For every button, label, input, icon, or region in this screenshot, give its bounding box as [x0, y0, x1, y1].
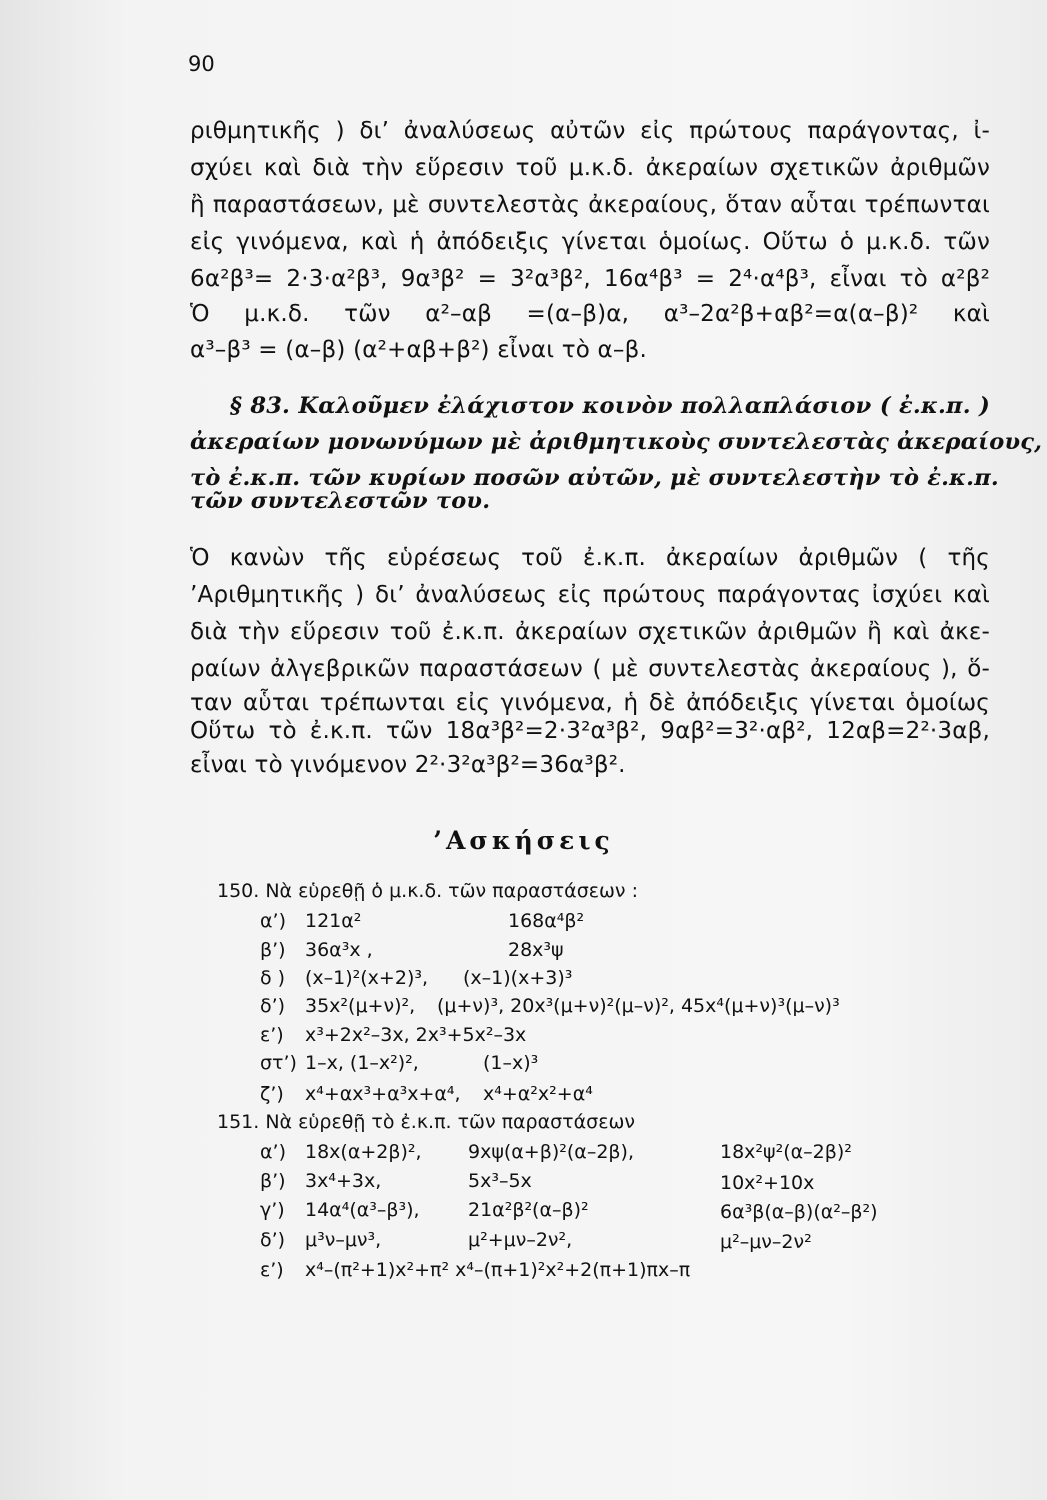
section-83-line: τὸ ἐ.κ.π. τῶν κυρίων ποσῶν αὐτῶν, μὲ συντελεστὴν τὸ ἐ.κ.π. [190, 465, 999, 491]
para2-line: ταν αὗται τρέπωνται εἰς γινόμενα, ἡ δὲ ἀπόδειξις γίνεται ὁμοίως [190, 690, 990, 716]
para1-line: ἢ παραστάσεων, μὲ συντελεστὰς ἀκεραίους, ὅταν αὗται τρέπωνται [190, 192, 990, 218]
para2-line: εἶναι τὸ γινόμενον 2²·3²α³β²=36α³β². [190, 752, 626, 778]
ex151-label: β’) [260, 1170, 286, 1192]
ex150-expr: 121α² [305, 910, 362, 932]
para2-line: ραίων ἀλγεβρικῶν παραστάσεων ( μὲ συντελεστὰς ἀκεραίους ), ὅ- [190, 656, 990, 682]
ex151-expr: 5x³–5x [468, 1170, 532, 1192]
ex150-label: α’) [260, 910, 286, 932]
ex151-expr: x⁴–(π²+1)x²+π² x⁴–(π+1)²x²+2(π+1)πx–π [305, 1259, 691, 1281]
section-83-line: § 83. Καλοῦμεν ἐλάχιστον κοινὸν πολλαπλάσιον ( ἐ.κ.π. ) [230, 393, 990, 419]
ex151-expr: 3x⁴+3x, [305, 1170, 382, 1192]
ex151-expr: 14α⁴(α³–β³), [305, 1199, 420, 1221]
ex151-expr: μ²–μν–2ν² [720, 1231, 812, 1253]
ex151-label: ε’) [260, 1259, 284, 1281]
ex151-expr: 10x²+10x [720, 1172, 815, 1194]
ex150-expr: 35x²(μ+ν)², [305, 995, 416, 1017]
ex151-expr: 21α²β²(α–β)² [468, 1199, 589, 1221]
ex151-expr: μ³ν–μν³, [305, 1229, 382, 1251]
ex150-expr: 1–x, (1–x²)², [305, 1052, 419, 1074]
para1-line: 6α²β³= 2·3·α²β³, 9α³β² = 3²α³β², 16α⁴β³ = 2⁴·α⁴β³, εἶναι τὸ α²β² [190, 266, 990, 292]
ex151-label: δ’) [260, 1229, 286, 1251]
para2-line: Οὕτω τὸ ἐ.κ.π. τῶν 18α³β²=2·3²α³β², 9αβ²=3²·αβ², 12αβ=2²·3αβ, [190, 718, 990, 744]
section-83-line: τῶν συντελεστῶν του. [190, 488, 491, 514]
para2-line: ’Αριθμητικῆς ) δι’ ἀναλύσεως εἰς πρώτους παράγοντας ἰσχύει καὶ [190, 582, 990, 608]
ex151-expr: 18x(α+2β)², [305, 1141, 422, 1163]
ex151-label: γ’) [260, 1199, 285, 1221]
para1-line: σχύει καὶ διὰ τὴν εὕρεσιν τοῦ μ.κ.δ. ἀκεραίων σχετικῶν ἀριθμῶν [190, 155, 990, 181]
ex151-expr: μ²+μν–2ν², [468, 1229, 573, 1251]
ex150-expr: 28x³ψ [508, 939, 564, 961]
ex150-label: β’) [260, 939, 286, 961]
ex151-expr: 9xψ(α+β)²(α–2β), [468, 1141, 634, 1163]
ex150-expr: 168α⁴β² [508, 910, 585, 932]
para1-line: ριθμητικῆς ) δι’ ἀναλύσεως αὐτῶν εἰς πρώτους παράγοντας, ἰ- [190, 118, 990, 144]
ex150-expr: x⁴+α²x²+α⁴ [483, 1083, 593, 1105]
exercise-151-title: 151. Νὰ εὑρεθῇ τὸ ἐ.κ.π. τῶν παραστάσεων [217, 1111, 635, 1133]
ex150-expr: (x–1)²(x+2)³, [305, 967, 429, 989]
para1-line: Ὁ μ.κ.δ. τῶν α²–αβ =(α–β)α, α³–2α²β+αβ²=α(α–β)² καὶ [190, 301, 990, 327]
exercise-150-title: 150. Νὰ εὑρεθῇ ὁ μ.κ.δ. τῶν παραστάσεων : [217, 880, 638, 902]
ex150-label: στ’) [260, 1052, 297, 1074]
ex150-expr: (1–x)³ [483, 1052, 539, 1074]
ex150-label: δ’) [260, 995, 286, 1017]
page-number: 90 [188, 52, 215, 76]
para2-line: διὰ τὴν εὕρεσιν τοῦ ἐ.κ.π. ἀκεραίων σχετικῶν ἀριθμῶν ἢ καὶ ἀκε- [190, 619, 990, 645]
exercises-heading: ’Ασκήσεις [433, 826, 614, 855]
ex150-expr: x⁴+αx³+α³x+α⁴, [305, 1083, 461, 1105]
para2-line: Ὁ κανὼν τῆς εὑρέσεως τοῦ ἐ.κ.π. ἀκεραίων ἀριθμῶν ( τῆς [190, 545, 990, 571]
ex150-expr: 36α³x , [305, 939, 373, 961]
ex150-expr: (x–1)(x+3)³ [463, 967, 573, 989]
ex151-expr: 6α³β(α–β)(α²–β²) [720, 1201, 878, 1223]
ex151-label: α’) [260, 1141, 286, 1163]
ex150-label: ζ’) [260, 1083, 284, 1105]
ex150-expr: (μ+ν)³, 20x³(μ+ν)²(μ–ν)², 45x⁴(μ+ν)³(μ–ν)³ [437, 995, 840, 1017]
ex150-expr: x³+2x²–3x, 2x³+5x²–3x [305, 1024, 527, 1046]
ex151-expr: 18x²ψ²(α–2β)² [720, 1141, 852, 1163]
para1-line: εἰς γινόμενα, καὶ ἡ ἀπόδειξις γίνεται ὁμοίως. Οὕτω ὁ μ.κ.δ. τῶν [190, 229, 990, 255]
ex150-label: δ ) [260, 967, 286, 989]
ex150-label: ε’) [260, 1024, 284, 1046]
section-83-line: ἀκεραίων μονωνύμων μὲ ἀριθμητικοὺς συντελεστὰς ἀκεραίους, [190, 429, 1043, 455]
para1-line: α³–β³ = (α–β) (α²+αβ+β²) εἶναι τὸ α–β. [190, 337, 647, 363]
